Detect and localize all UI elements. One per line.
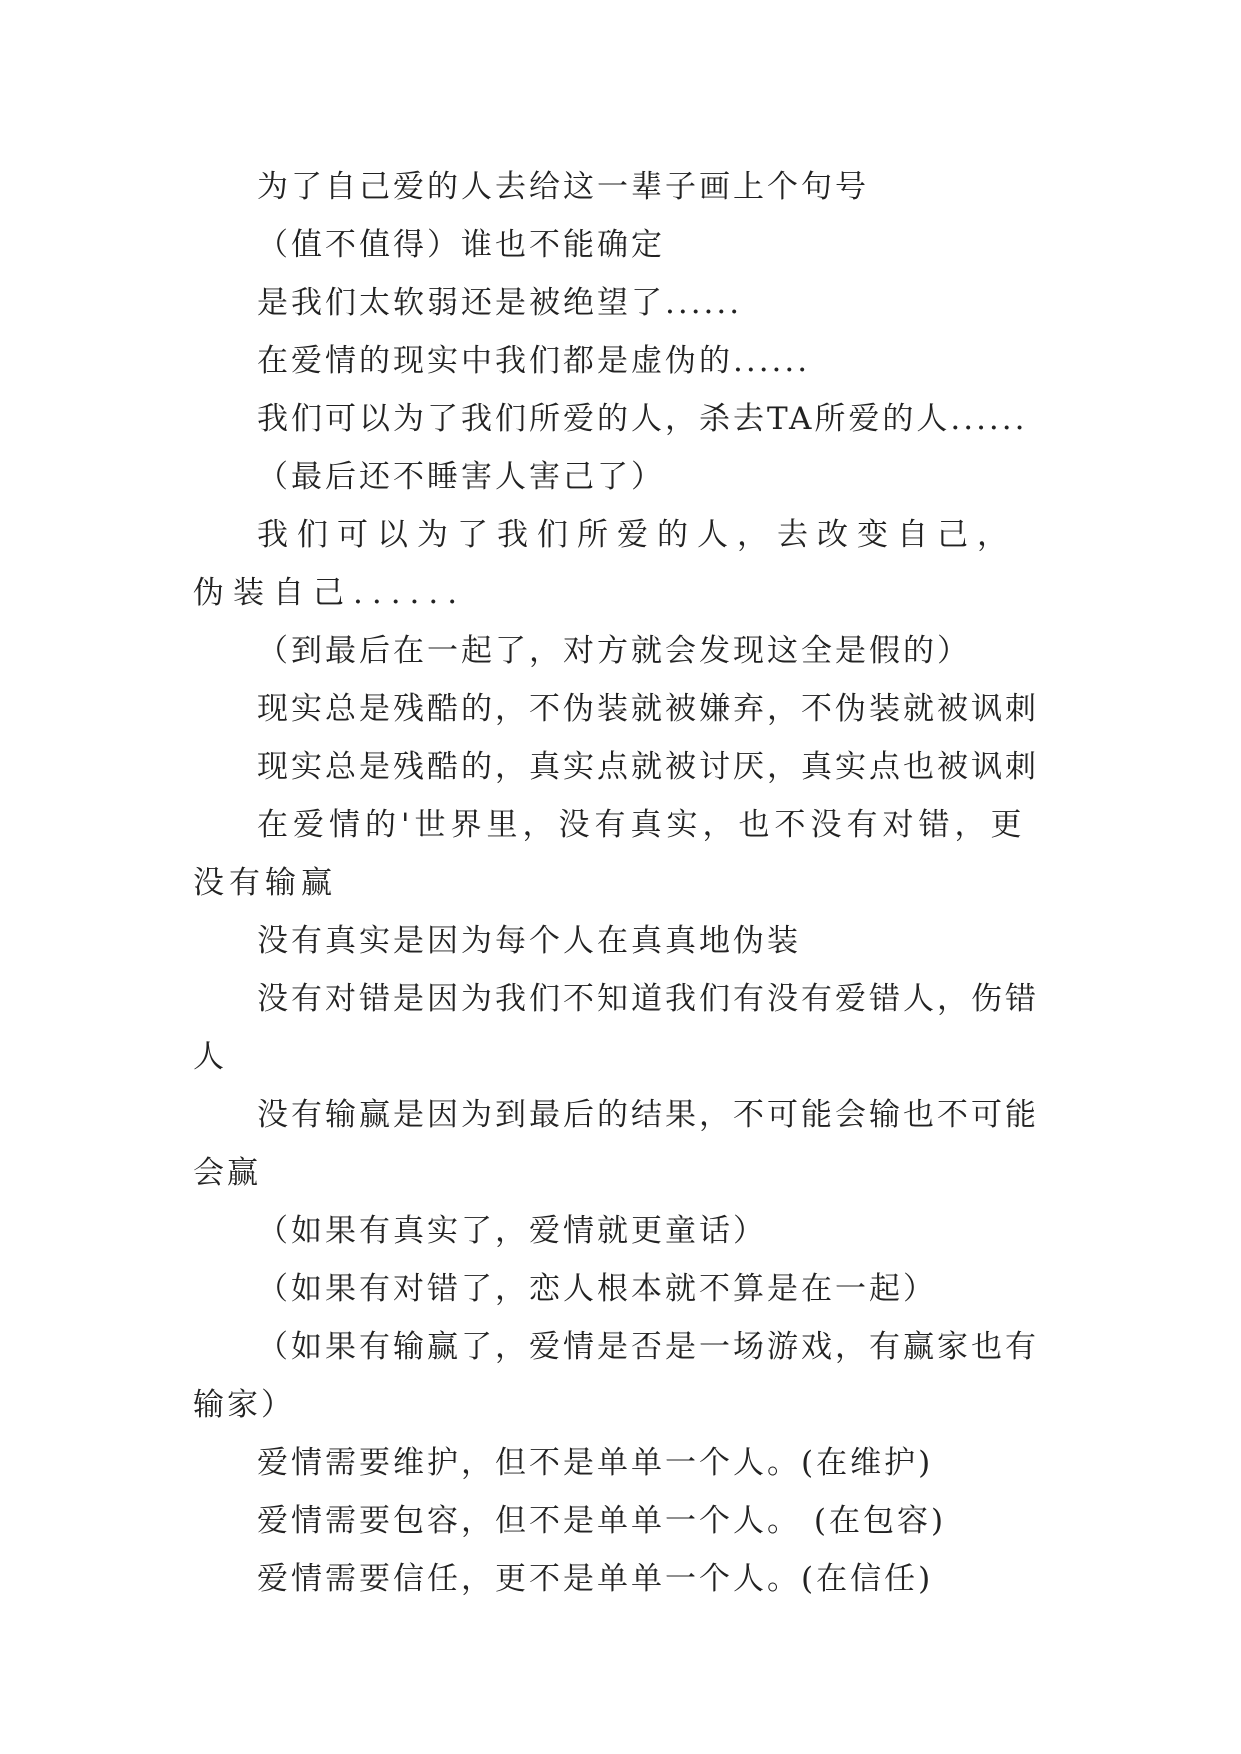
paragraph: （最后还不睡害人害己了） xyxy=(257,459,665,495)
paragraph: （如果有真实了，爱情就更童话） xyxy=(257,1213,767,1249)
paragraph: 现实总是残酷的，真实点就被讨厌，真实点也被讽刺 xyxy=(257,749,1039,785)
paragraph: 爱情需要维护，但不是单单一个人。(在维护) xyxy=(257,1445,934,1481)
paragraph: 没有对错是因为我们不知道我们有没有爱错人，伤错人 xyxy=(193,981,1039,1075)
paragraph: 爱情需要信任，更不是单单一个人。(在信任) xyxy=(257,1561,934,1597)
paragraph: （如果有输赢了，爱情是否是一场游戏，有赢家也有输家） xyxy=(193,1329,1039,1423)
paragraph: 爱情需要包容，但不是单单一个人。 (在包容) xyxy=(257,1503,947,1539)
paragraph: （如果有对错了，恋人根本就不算是在一起） xyxy=(257,1271,937,1307)
paragraph: 为了自己爱的人去给这一辈子画上个句号 xyxy=(257,169,869,205)
paragraph: 在爱情的'世界里，没有真实，也不没有对错，更没有输赢 xyxy=(193,807,1027,901)
paragraph: 没有输赢是因为到最后的结果，不可能会输也不可能会赢 xyxy=(193,1097,1039,1191)
paragraph: 我们可以为了我们所爱的人，去改变自己，伪装自己...... xyxy=(193,517,1017,611)
paragraph: （值不值得）谁也不能确定 xyxy=(257,227,665,263)
paragraph: 没有真实是因为每个人在真真地伪装 xyxy=(257,923,801,959)
paragraph: 我们可以为了我们所爱的人，杀去TA所爱的人...... xyxy=(257,401,1028,437)
paragraph: （到最后在一起了，对方就会发现这全是假的） xyxy=(257,633,971,669)
paragraph: 是我们太软弱还是被绝望了...... xyxy=(257,285,743,321)
document-body xyxy=(193,158,1053,1608)
paragraph: 现实总是残酷的，不伪装就被嫌弃，不伪装就被讽刺 xyxy=(257,691,1039,727)
paragraph: 在爱情的现实中我们都是虚伪的...... xyxy=(257,343,811,379)
